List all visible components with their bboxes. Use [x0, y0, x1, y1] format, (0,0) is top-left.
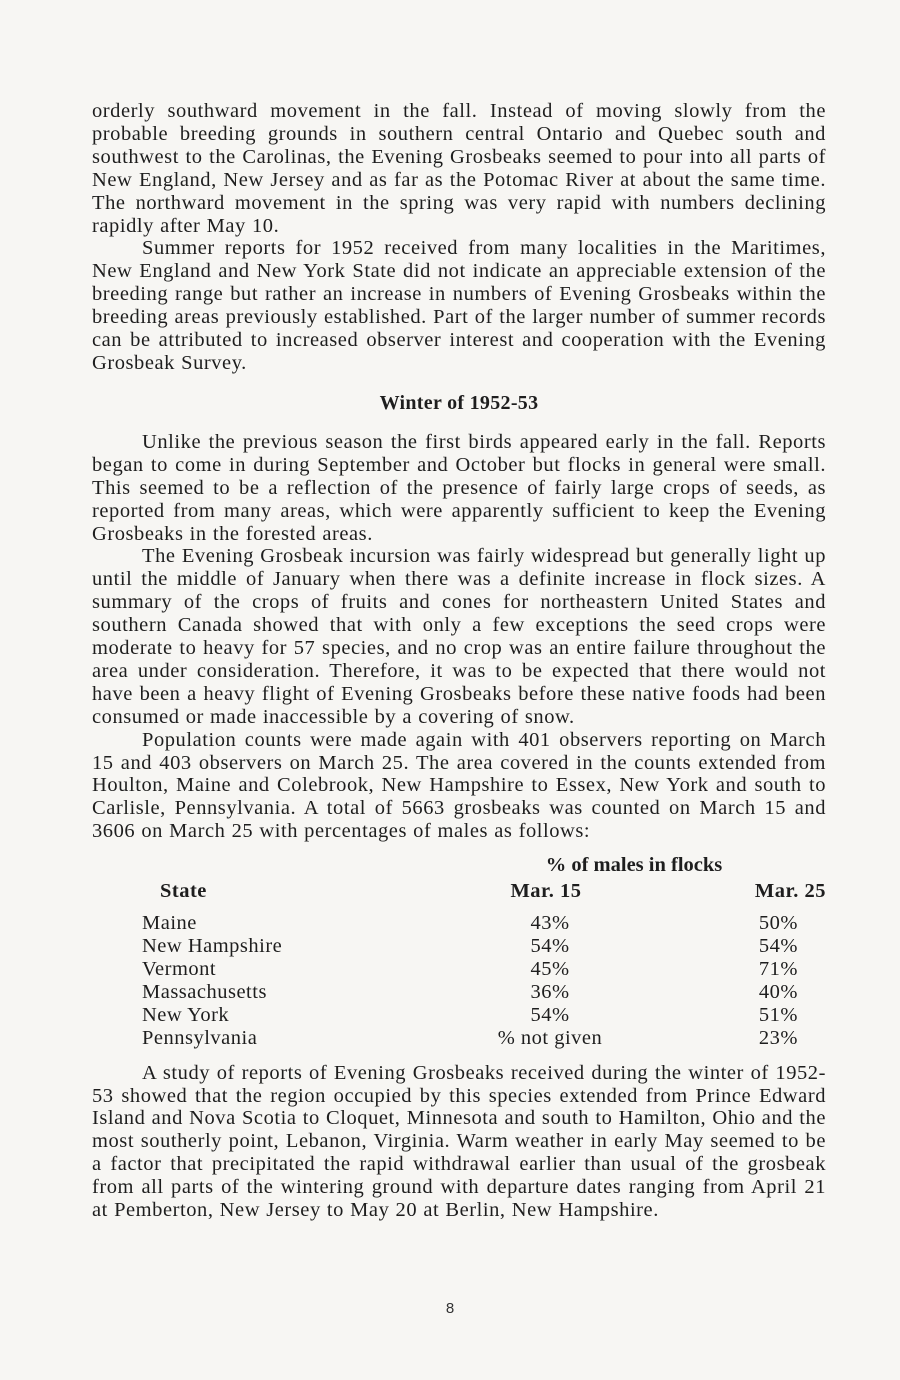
cell-state: Massachusetts	[142, 980, 267, 1003]
table-row	[92, 912, 826, 935]
column-header-state: State	[160, 880, 207, 903]
cell-state: Maine	[142, 912, 197, 935]
cell-state: New York	[142, 1003, 230, 1026]
cell-mar15: 54%	[530, 935, 570, 958]
paragraph-summer-reports: Summer reports for 1952 received from many localities in the Maritimes, New England and New York State did not indicate an appreciable extension of the breeding range but rather an increase in numbers of Evening Grosbeaks within the breeding areas previously established. Part of the larger number of summer records can be attributed to increased observer interest and cooperation with the Evening Grosbeak Survey.	[92, 237, 826, 374]
table-super-header: % of males in flocks	[545, 854, 723, 877]
cell-mar25: 40%	[758, 980, 798, 1003]
table-row	[92, 981, 826, 1004]
cell-mar25: 50%	[758, 912, 798, 935]
males-percentage-table	[92, 852, 826, 1049]
page-number: 8	[445, 1300, 455, 1317]
column-header-mar15: Mar. 15	[510, 880, 582, 903]
table-header-row	[92, 878, 826, 904]
cell-mar15: 45%	[530, 958, 570, 980]
cell-mar15: 36%	[530, 980, 570, 1003]
cell-mar15: 54%	[530, 1003, 570, 1026]
section-heading: Winter of 1952-53	[379, 391, 539, 414]
table-row	[92, 1027, 826, 1050]
paragraph-fall-movement: orderly southward movement in the fall. Instead of moving slowly from the probable breeding grounds in southern central Ontario and Quebec south and southwest to the Carolinas, the Evening Grosbeaks seemed to pour into all parts of New England, New Jersey and as far as the Potomac River at about the same time. The northward movement in the spring was very rapid with numbers declining rapidly after May 10.	[92, 100, 826, 237]
table-row	[92, 958, 826, 981]
cell-mar25: 54%	[758, 935, 798, 958]
cell-state: New Hampshire	[142, 935, 283, 958]
paragraph-incursion: The Evening Grosbeak incursion was fairly widespread but generally light up until the middle of January when there was a definite increase in flock sizes. A summary of the crops of fruits and cones for northeastern United States and southern Canada showed that with only a few exceptions the seed crops were moderate to heavy for 57 species, and no crop was an entire failure throughout the area under consideration. Therefore, it was to be expected that there would not have been a heavy flight of Evening Grosbeaks before these native foods had been consumed or made inaccessible by a covering of snow.	[92, 545, 826, 728]
page-body	[92, 100, 826, 1222]
cell-state: Vermont	[142, 958, 217, 980]
table-row	[92, 935, 826, 958]
cell-mar15: % not given	[497, 1026, 603, 1049]
cell-mar25: 23%	[758, 1026, 798, 1049]
cell-mar15: 43%	[530, 912, 570, 935]
paragraph-population-counts: Population counts were made again with 401 observers reporting on March 15 and 403 observers on March 25. The area covered in the counts extended from Houlton, Maine and Colebrook, New Hampshire to Essex, New York and south to Carlisle, Pennsylvania. A total of 5663 grosbeaks was counted on March 15 and 3606 on March 25 with percentages of males as follows:	[92, 728, 826, 843]
paragraph-early-arrival: Unlike the previous season the first birds appeared early in the fall. Reports began to come in during September and October but flocks in general were small. This seemed to be a reflection of the presence of fairly large crops of seeds, as reported from many areas, which were apparently sufficient to keep the Evening Grosbeaks in the forested areas.	[92, 430, 826, 545]
cell-state: Pennsylvania	[142, 1026, 258, 1049]
column-header-mar25: Mar. 25	[754, 880, 826, 903]
cell-mar25: 51%	[758, 1003, 798, 1026]
table-body	[92, 912, 826, 1049]
paragraph-winter-study: A study of reports of Evening Grosbeaks received during the winter of 1952-53 showed that the region occupied by this species extended from Prince Edward Island and Nova Scotia to Cloquet, Minnesota and south to Hamilton, Ohio and the most southerly point, Lebanon, Virginia. Warm weather in early May seemed to be a factor that precipitated the rapid withdrawal earlier than usual of the grosbeak from all parts of the wintering ground with departure dates ranging from April 21 at Pemberton, New Jersey to May 20 at Berlin, New Hampshire.	[92, 1061, 826, 1222]
table-row	[92, 1004, 826, 1027]
cell-mar25: 71%	[758, 958, 798, 980]
